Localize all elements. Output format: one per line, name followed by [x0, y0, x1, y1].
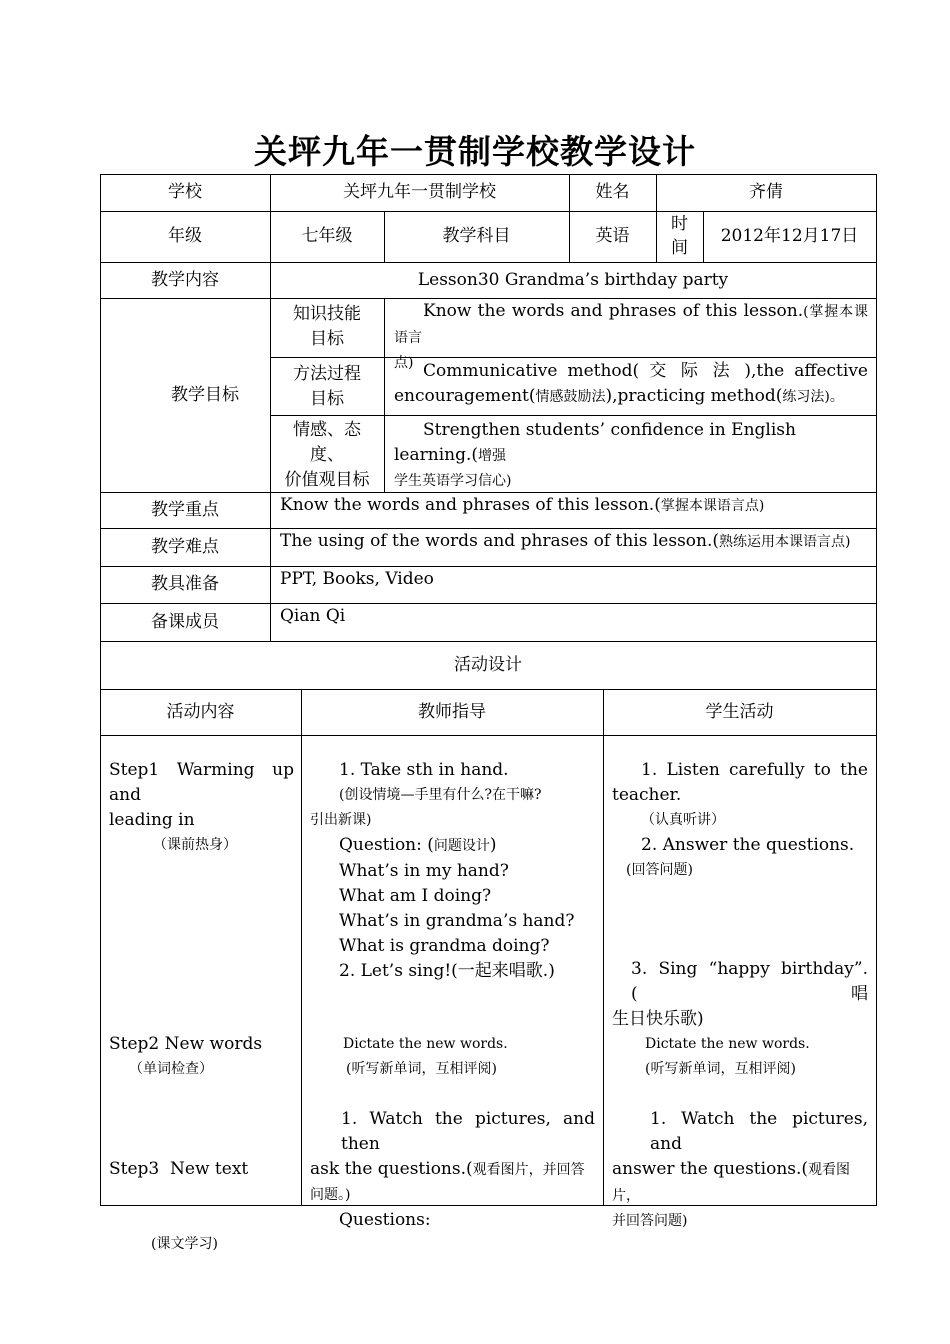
column-header-teacher: 教师指导: [418, 701, 486, 722]
teacher-step1: 1. Take sth in hand. (创设情境—手里有什么?在干嘛? 引出新课) Question: (问题设计) What’s in my hand? What am I doing? What’s in grandma’s hand? What is grandma doing? 2. Let’s sing!(一起来唱歌.): [310, 760, 575, 981]
school-label: 学校: [168, 182, 202, 202]
content-label: 教学内容: [151, 269, 219, 290]
goal3-label: 情感、态 度、 价值观目标: [284, 420, 370, 490]
goal1-text: Know the words and phrases of this lesson.(掌握本课语言 点): [394, 301, 868, 371]
step2-title: Step2 New words （单词检查）: [109, 1034, 263, 1077]
tools-value: PPT, Books, Video: [280, 569, 434, 589]
subject-label: 教学科目: [442, 226, 511, 246]
goal2-label: 方法过程 目标: [293, 364, 361, 409]
difficult-text: The using of the words and phrases of this lesson.(熟练运用本课语言点): [280, 531, 851, 551]
goals-label: 教学目标: [171, 384, 239, 405]
student-step2: Dictate the new words. (听写新单词，互相评阅): [645, 1036, 810, 1077]
step1-title: Step1 Warming up and leading in （课前热身）: [109, 760, 294, 853]
grade-label: 年级: [168, 226, 202, 246]
goal1-label: 知识技能 目标: [293, 304, 361, 349]
school-value: 关坪九年一贯制学校: [343, 182, 496, 202]
date-value: 2012年12月17日: [720, 226, 859, 246]
grade-value: 七年级: [301, 226, 353, 246]
teacher-step3: 1. Watch the pictures, and then ask the questions.(观看图片，并回答 问题。) Questions:: [310, 1109, 595, 1230]
name-value: 齐倩: [749, 182, 783, 202]
student-step3: 1. Watch the pictures, and answer the questions.(观看图片， 并回答问题): [612, 1109, 868, 1229]
activity-header: 活动设计: [454, 654, 522, 675]
content-value: Lesson30 Grandma’s birthday party: [417, 269, 729, 290]
members-label: 备课成员: [151, 611, 219, 632]
column-header-student: 学生活动: [705, 701, 774, 722]
step3-title: Step3 New text (课文学习): [109, 1159, 249, 1252]
goal3-text: Strengthen students’ confidence in English learning.(增强 学生英语学习信心): [394, 420, 796, 489]
goal2-text: Communicative method( 交 际 法 ),the affective encouragement(情感鼓励法),practicing method(练习法)。: [394, 361, 868, 406]
key-label: 教学重点: [151, 499, 219, 520]
student-step1: 1. Listen carefully to the teacher. （认真听讲） 2. Answer the questions. (回答问题): [612, 760, 868, 878]
subject-value: 英语: [595, 226, 630, 246]
difficult-label: 教学难点: [151, 536, 219, 557]
name-label: 姓名: [595, 182, 630, 202]
tools-label: 教具准备: [151, 574, 219, 594]
page-title: 关坪九年一贯制学校教学设计: [254, 132, 696, 171]
column-header-content: 活动内容: [166, 701, 235, 722]
student-step1-sing: 3. Sing “happy birthday”.(唱 生日快乐歌): [612, 959, 868, 1029]
key-text: Know the words and phrases of this lesson.(掌握本课语言点): [280, 495, 765, 515]
teacher-step2: Dictate the new words. (听写新单词，互相评阅): [343, 1036, 508, 1077]
members-value: Qian Qi: [280, 606, 346, 626]
time-label: 时 间: [671, 214, 688, 258]
